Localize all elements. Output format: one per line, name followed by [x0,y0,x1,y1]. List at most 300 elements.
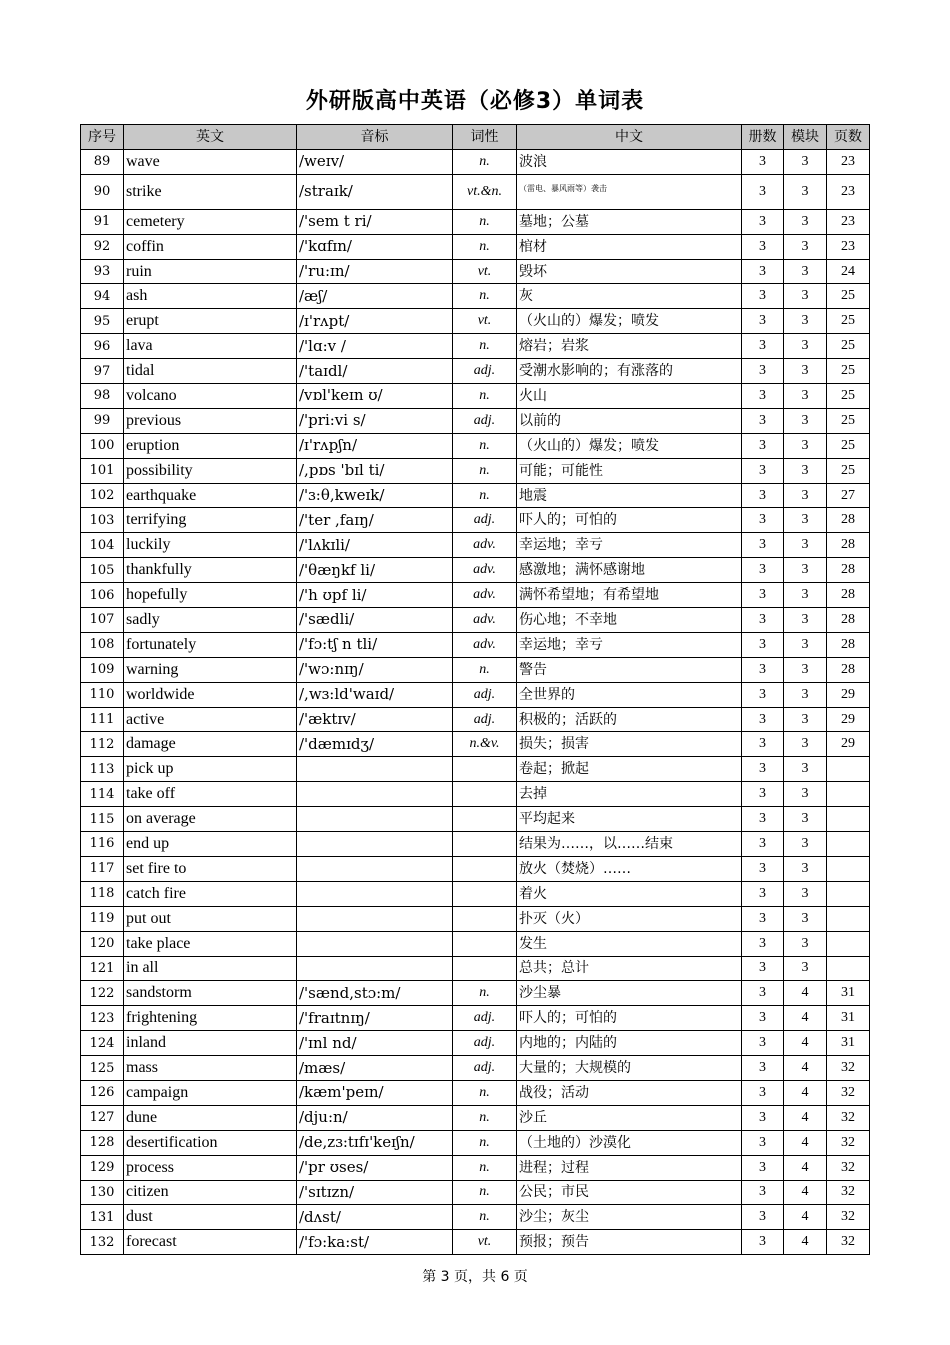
cell-module: 3 [784,408,827,433]
cell-number: 94 [81,284,124,309]
table-row [81,334,870,359]
cell-chinese: 吓人的；可怕的 [517,1006,742,1031]
cell-number: 116 [81,832,124,857]
cell-part-of-speech: n. [453,1080,517,1105]
table-row [81,856,870,881]
cell-module: 4 [784,1105,827,1130]
table-header-row [81,125,870,150]
cell-page: 27 [827,483,870,508]
cell-phonetic: /'lɑ:v / [297,334,453,359]
header-part-of-speech: 词性 [453,125,517,150]
cell-chinese: 预报；预告 [517,1230,742,1255]
cell-part-of-speech: n. [453,981,517,1006]
cell-phonetic: /ɪ'rʌpʃn/ [297,433,453,458]
cell-book: 3 [742,1180,784,1205]
cell-english: eruption [124,433,297,458]
cell-part-of-speech: adj. [453,408,517,433]
cell-english: set fire to [124,856,297,881]
cell-english: ruin [124,259,297,284]
cell-part-of-speech: adj. [453,1031,517,1056]
cell-page [827,856,870,881]
cell-phonetic: /'fɔ:tʃ n tli/ [297,632,453,657]
cell-english: end up [124,832,297,857]
cell-english: campaign [124,1080,297,1105]
cell-number: 128 [81,1130,124,1155]
cell-phonetic: /'lʌkɪli/ [297,533,453,558]
cell-number: 105 [81,558,124,583]
cell-phonetic: /,wɜ:ld'waɪd/ [297,682,453,707]
cell-chinese: 毁坏 [517,259,742,284]
table-row [81,1130,870,1155]
table-row [81,956,870,981]
table-row [81,757,870,782]
cell-phonetic [297,757,453,782]
table-row [81,234,870,259]
cell-module: 3 [784,359,827,384]
cell-phonetic: /'ru:ɪn/ [297,259,453,284]
cell-chinese: 放火（焚烧）…… [517,856,742,881]
cell-page: 32 [827,1155,870,1180]
cell-chinese: 地震 [517,483,742,508]
page-title: 外研版高中英语（必修3）单词表 [305,89,645,114]
table-row [81,1180,870,1205]
cell-module: 4 [784,1180,827,1205]
cell-page: 32 [827,1180,870,1205]
cell-chinese: 积极的；活跃的 [517,707,742,732]
cell-phonetic [297,881,453,906]
cell-number: 110 [81,682,124,707]
cell-module: 3 [784,384,827,409]
cell-book: 3 [742,632,784,657]
cell-part-of-speech: n. [453,1105,517,1130]
cell-part-of-speech: adj. [453,508,517,533]
cell-english: earthquake [124,483,297,508]
cell-phonetic: /'taɪdl/ [297,359,453,384]
cell-phonetic: /'ɜ:θ,kweɪk/ [297,483,453,508]
table-row [81,284,870,309]
cell-page: 29 [827,732,870,757]
cell-book: 3 [742,508,784,533]
table-row [81,174,870,209]
cell-english: put out [124,906,297,931]
cell-chinese: 沙尘；灰尘 [517,1205,742,1230]
cell-page: 29 [827,682,870,707]
cell-english: tidal [124,359,297,384]
cell-part-of-speech: n.&v. [453,732,517,757]
cell-english: cemetery [124,209,297,234]
cell-chinese: 总共；总计 [517,956,742,981]
table-row [81,583,870,608]
cell-page: 28 [827,657,870,682]
cell-module: 3 [784,234,827,259]
table-row [81,309,870,334]
table-row [81,1230,870,1255]
cell-number: 106 [81,583,124,608]
header-english: 英文 [124,125,297,150]
cell-english: catch fire [124,881,297,906]
cell-english: erupt [124,309,297,334]
cell-page: 29 [827,707,870,732]
table-row [81,1056,870,1081]
cell-book: 3 [742,309,784,334]
cell-phonetic: /vɒl'keɪn ʊ/ [297,384,453,409]
cell-book: 3 [742,1130,784,1155]
cell-part-of-speech: n. [453,384,517,409]
cell-number: 119 [81,906,124,931]
cell-book: 3 [742,408,784,433]
cell-part-of-speech: n. [453,334,517,359]
table-row [81,707,870,732]
cell-part-of-speech: adv. [453,558,517,583]
cell-chinese: 棺材 [517,234,742,259]
cell-book: 3 [742,956,784,981]
cell-part-of-speech: adv. [453,632,517,657]
cell-part-of-speech [453,832,517,857]
cell-page: 25 [827,408,870,433]
cell-part-of-speech: adj. [453,1056,517,1081]
cell-english: pick up [124,757,297,782]
cell-part-of-speech [453,782,517,807]
header-module: 模块 [784,125,827,150]
cell-page: 23 [827,174,870,209]
cell-chinese: 火山 [517,384,742,409]
cell-part-of-speech: n. [453,1205,517,1230]
cell-page: 32 [827,1080,870,1105]
table-row [81,483,870,508]
cell-page: 28 [827,508,870,533]
cell-module: 3 [784,906,827,931]
table-row [81,558,870,583]
cell-english: desertification [124,1130,297,1155]
cell-page: 32 [827,1105,870,1130]
cell-phonetic: /weɪv/ [297,150,453,175]
cell-phonetic [297,807,453,832]
cell-phonetic: /de,zɜ:tɪfɪ'keɪʃn/ [297,1130,453,1155]
cell-number: 107 [81,608,124,633]
cell-phonetic: /ɪ'rʌpt/ [297,309,453,334]
cell-number: 102 [81,483,124,508]
cell-module: 3 [784,832,827,857]
cell-book: 3 [742,682,784,707]
cell-number: 95 [81,309,124,334]
cell-book: 3 [742,856,784,881]
cell-phonetic [297,906,453,931]
cell-module: 3 [784,732,827,757]
cell-chinese: 幸运地；幸亏 [517,632,742,657]
cell-book: 3 [742,1155,784,1180]
cell-phonetic: /'fraɪtnɪŋ/ [297,1006,453,1031]
cell-part-of-speech: adj. [453,682,517,707]
cell-number: 113 [81,757,124,782]
cell-chinese: 灰 [517,284,742,309]
cell-chinese: 结果为……，以……结束 [517,832,742,857]
cell-number: 120 [81,931,124,956]
cell-phonetic: /'pr ʊses/ [297,1155,453,1180]
cell-page [827,931,870,956]
cell-chinese: （火山的）爆发；喷发 [517,433,742,458]
cell-book: 3 [742,881,784,906]
cell-module: 3 [784,458,827,483]
vocabulary-table [80,124,870,1255]
cell-english: take place [124,931,297,956]
cell-chinese: 着火 [517,881,742,906]
cell-part-of-speech [453,931,517,956]
header-phonetic: 音标 [297,125,453,150]
cell-part-of-speech: adv. [453,583,517,608]
cell-chinese: 损失；损害 [517,732,742,757]
cell-page: 28 [827,533,870,558]
cell-page: 32 [827,1056,870,1081]
cell-chinese: 波浪 [517,150,742,175]
table-row [81,533,870,558]
cell-phonetic: /'h ʊpf li/ [297,583,453,608]
cell-phonetic: /'sɪtɪzn/ [297,1180,453,1205]
cell-phonetic: /dʌst/ [297,1205,453,1230]
cell-page: 28 [827,583,870,608]
cell-chinese: 墓地；公墓 [517,209,742,234]
cell-part-of-speech: vt. [453,1230,517,1255]
header-book: 册数 [742,125,784,150]
cell-module: 3 [784,931,827,956]
cell-number: 124 [81,1031,124,1056]
cell-phonetic [297,782,453,807]
cell-number: 89 [81,150,124,175]
table-row [81,1205,870,1230]
cell-page [827,881,870,906]
cell-english: ash [124,284,297,309]
cell-number: 126 [81,1080,124,1105]
cell-module: 3 [784,558,827,583]
cell-number: 100 [81,433,124,458]
cell-page: 31 [827,981,870,1006]
cell-page [827,832,870,857]
cell-chinese: 可能；可能性 [517,458,742,483]
table-body [81,150,870,1255]
cell-part-of-speech [453,956,517,981]
cell-book: 3 [742,433,784,458]
cell-english: lava [124,334,297,359]
cell-phonetic: /mæs/ [297,1056,453,1081]
cell-phonetic: /'kɑfɪn/ [297,234,453,259]
header-chinese: 中文 [517,125,742,150]
header-number: 序号 [81,125,124,150]
cell-part-of-speech: n. [453,483,517,508]
cell-phonetic: /,pɒs 'bɪl ti/ [297,458,453,483]
cell-english: dune [124,1105,297,1130]
cell-number: 101 [81,458,124,483]
cell-page: 28 [827,632,870,657]
cell-number: 96 [81,334,124,359]
cell-english: hopefully [124,583,297,608]
cell-book: 3 [742,533,784,558]
cell-page [827,782,870,807]
cell-module: 3 [784,150,827,175]
cell-chinese: 战役；活动 [517,1080,742,1105]
cell-module: 3 [784,608,827,633]
cell-module: 3 [784,632,827,657]
cell-number: 99 [81,408,124,433]
cell-chinese: 伤心地；不幸地 [517,608,742,633]
cell-part-of-speech: vt.&n. [453,174,517,209]
cell-english: luckily [124,533,297,558]
cell-page: 25 [827,334,870,359]
table-row [81,807,870,832]
cell-book: 3 [742,832,784,857]
cell-module: 3 [784,259,827,284]
cell-number: 122 [81,981,124,1006]
table-row [81,881,870,906]
cell-page [827,906,870,931]
cell-english: on average [124,807,297,832]
cell-book: 3 [742,1006,784,1031]
cell-page: 31 [827,1031,870,1056]
cell-phonetic: /'ɪnl nd/ [297,1031,453,1056]
cell-part-of-speech: n. [453,209,517,234]
cell-chinese: 平均起来 [517,807,742,832]
cell-phonetic: /'fɔ:ka:st/ [297,1230,453,1255]
cell-module: 3 [784,284,827,309]
cell-part-of-speech: n. [453,458,517,483]
cell-page: 32 [827,1230,870,1255]
cell-part-of-speech: n. [453,1130,517,1155]
cell-phonetic: /'ter ,faɪŋ/ [297,508,453,533]
cell-part-of-speech [453,807,517,832]
cell-english: possibility [124,458,297,483]
cell-module: 4 [784,1056,827,1081]
cell-number: 92 [81,234,124,259]
table-row [81,458,870,483]
cell-chinese: 内地的；内陆的 [517,1031,742,1056]
table-row [81,782,870,807]
cell-part-of-speech: adj. [453,359,517,384]
cell-number: 117 [81,856,124,881]
cell-book: 3 [742,209,784,234]
cell-module: 4 [784,1006,827,1031]
cell-module: 3 [784,334,827,359]
cell-english: process [124,1155,297,1180]
table-row [81,832,870,857]
cell-module: 4 [784,1080,827,1105]
table-row [81,1105,870,1130]
table-row [81,732,870,757]
cell-english: sandstorm [124,981,297,1006]
cell-book: 3 [742,558,784,583]
cell-english: take off [124,782,297,807]
table-row [81,608,870,633]
cell-book: 3 [742,259,784,284]
table-row [81,384,870,409]
cell-english: terrifying [124,508,297,533]
table-row [81,682,870,707]
cell-chinese: 沙尘暴 [517,981,742,1006]
cell-english: thankfully [124,558,297,583]
cell-book: 3 [742,359,784,384]
cell-phonetic: /'sædli/ [297,608,453,633]
cell-number: 132 [81,1230,124,1255]
cell-phonetic: /straɪk/ [297,174,453,209]
cell-book: 3 [742,234,784,259]
cell-page: 25 [827,458,870,483]
cell-number: 121 [81,956,124,981]
cell-part-of-speech [453,881,517,906]
table-row [81,981,870,1006]
cell-module: 4 [784,1155,827,1180]
cell-phonetic [297,931,453,956]
cell-book: 3 [742,1230,784,1255]
cell-number: 90 [81,174,124,209]
cell-phonetic: /'sem t ri/ [297,209,453,234]
cell-number: 112 [81,732,124,757]
cell-chinese: 发生 [517,931,742,956]
cell-phonetic [297,832,453,857]
cell-number: 103 [81,508,124,533]
cell-part-of-speech [453,856,517,881]
cell-english: warning [124,657,297,682]
cell-number: 118 [81,881,124,906]
cell-english: coffin [124,234,297,259]
cell-book: 3 [742,150,784,175]
cell-chinese: 大量的；大规模的 [517,1056,742,1081]
table-row [81,1155,870,1180]
cell-number: 109 [81,657,124,682]
cell-page: 28 [827,558,870,583]
cell-part-of-speech: n. [453,284,517,309]
cell-module: 3 [784,757,827,782]
cell-english: strike [124,174,297,209]
cell-module: 3 [784,433,827,458]
cell-book: 3 [742,757,784,782]
cell-number: 123 [81,1006,124,1031]
cell-chinese: 进程；过程 [517,1155,742,1180]
cell-module: 4 [784,981,827,1006]
cell-phonetic: /dju:n/ [297,1105,453,1130]
cell-module: 3 [784,682,827,707]
cell-book: 3 [742,458,784,483]
cell-part-of-speech [453,757,517,782]
cell-page: 32 [827,1205,870,1230]
cell-part-of-speech: n. [453,150,517,175]
cell-book: 3 [742,1031,784,1056]
cell-english: damage [124,732,297,757]
cell-english: wave [124,150,297,175]
cell-module: 3 [784,881,827,906]
cell-chinese: （土地的）沙漠化 [517,1130,742,1155]
table-row [81,259,870,284]
cell-phonetic: /'dæmɪdʒ/ [297,732,453,757]
cell-english: inland [124,1031,297,1056]
page-footer: 第 3 页，共 6 页 [422,1269,528,1285]
cell-chinese: 熔岩；岩浆 [517,334,742,359]
cell-phonetic: /'sænd,stɔ:m/ [297,981,453,1006]
cell-page: 23 [827,150,870,175]
cell-part-of-speech: adv. [453,608,517,633]
table-row [81,408,870,433]
cell-module: 3 [784,309,827,334]
cell-chinese: （火山的）爆发；喷发 [517,309,742,334]
cell-part-of-speech [453,906,517,931]
cell-chinese: 沙丘 [517,1105,742,1130]
cell-part-of-speech: adj. [453,1006,517,1031]
cell-page: 32 [827,1130,870,1155]
cell-english: worldwide [124,682,297,707]
cell-module: 3 [784,782,827,807]
cell-number: 125 [81,1056,124,1081]
cell-book: 3 [742,807,784,832]
cell-english: citizen [124,1180,297,1205]
cell-module: 4 [784,1130,827,1155]
cell-part-of-speech: n. [453,1155,517,1180]
cell-module: 4 [784,1031,827,1056]
